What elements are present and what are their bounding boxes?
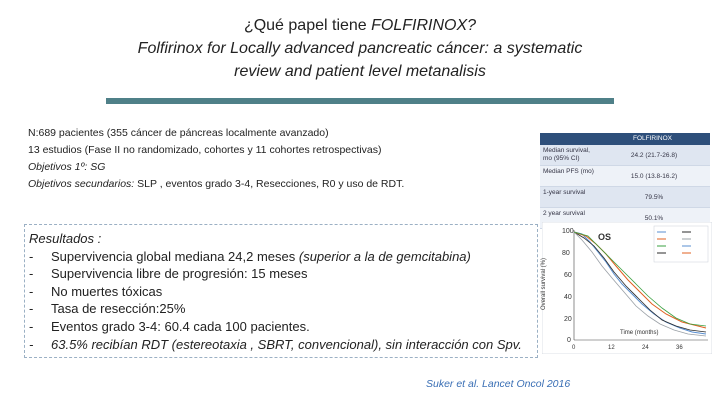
survival-table: [540, 133, 710, 229]
results-heading: Resultados :: [29, 231, 102, 246]
title-divider: [106, 98, 614, 104]
x-tick-24: 24: [642, 345, 649, 351]
list-item: [29, 248, 537, 266]
result-text: Supervivencia libre de progresión: 15 meses: [51, 266, 308, 282]
info-line-studies: 13 estudios (Fase II no randomizado, cohortes y 11 cohortes retrospectivas): [28, 144, 382, 156]
list-dash: -: [29, 283, 34, 299]
table-row-value: 24.2 (21.7-26.8): [630, 151, 678, 159]
table-row: [540, 187, 710, 208]
x-tick-0: 0: [572, 345, 576, 351]
table-row-label: Median survival, mo (95% CI): [543, 147, 590, 162]
result-text: Tasa de resección:25%: [51, 301, 186, 317]
table-row-label: 2 year survival: [543, 210, 585, 217]
table-header: FOLFIRINOX: [540, 133, 710, 145]
list-dash: -: [29, 266, 34, 282]
table-row-value: 50.1%: [644, 214, 664, 222]
result-text: Eventos grado 3-4: 60.4 cada 100 pacientes.: [51, 318, 310, 334]
table-row-value: 15.0 (13.8-16.2): [630, 172, 678, 180]
title-line-3: review and patient level metanalisis: [234, 63, 486, 80]
list-item: [29, 283, 537, 301]
title-emphasis: FOLFIRINOX?: [371, 17, 477, 34]
title-line-1: [0, 14, 720, 37]
secondary-objectives-text: SLP , eventos grado 3-4, Resecciones, R0 y uso de RDT.: [134, 178, 405, 190]
list-dash: -: [29, 336, 34, 352]
list-dash: -: [29, 301, 34, 317]
table-row-label: 1-year survival: [543, 189, 586, 196]
y-tick-40: 40: [564, 294, 572, 301]
y-tick-20: 20: [564, 316, 572, 323]
y-tick-100: 100: [562, 228, 574, 235]
table-row: [540, 166, 710, 187]
result-text: Supervivencia global mediana 24,2 meses: [51, 248, 299, 264]
list-item: [29, 265, 537, 283]
info-line-secondary-objectives: [28, 176, 518, 193]
citation: Suker et al. Lancet Oncol 2016: [426, 378, 571, 390]
title-line-2: Folfirinox for Locally advanced pancreatic cáncer: a systematic: [137, 40, 583, 57]
results-list: [29, 248, 537, 354]
km-survival-figure: [542, 222, 712, 354]
list-dash: -: [29, 318, 34, 334]
study-info: [28, 125, 518, 193]
table-row-label: Median PFS (mo): [543, 168, 594, 175]
table-row: [540, 145, 710, 166]
title-question: ¿Qué papel tiene: [243, 17, 372, 34]
list-item: [29, 336, 537, 354]
info-line-patients: N:689 pacientes (355 cáncer de páncreas localmente avanzado): [28, 127, 329, 139]
km-curves-svg: [542, 222, 712, 354]
table-row-value: 79.5%: [644, 193, 664, 201]
list-item: [29, 300, 537, 318]
x-tick-36: 36: [676, 345, 683, 351]
x-axis-label: Time (months): [620, 330, 659, 336]
secondary-objectives-label: Objetivos secundarios:: [28, 178, 135, 190]
x-tick-12: 12: [608, 345, 615, 351]
y-tick-60: 60: [564, 272, 572, 279]
y-tick-0: 0: [567, 337, 571, 344]
list-dash: -: [29, 248, 34, 264]
table-body: [540, 145, 710, 229]
result-text: No muertes tóxicas: [51, 283, 163, 299]
result-text: 63.5% recibían RDT (estereotaxia , SBRT, convencional), sin interacción con Spv.: [51, 336, 522, 352]
y-axis-label: Overall survival (%): [541, 257, 547, 310]
info-line-primary-objective: Objetivos 1º: SG: [28, 161, 106, 173]
list-item: [29, 318, 537, 336]
slide-title: [0, 14, 720, 83]
result-emphasis: (superior a la de gemcitabina): [298, 248, 471, 264]
chart-legend: [654, 226, 708, 262]
results-box: [24, 224, 538, 358]
os-label: OS: [598, 232, 612, 242]
y-tick-80: 80: [562, 250, 570, 257]
